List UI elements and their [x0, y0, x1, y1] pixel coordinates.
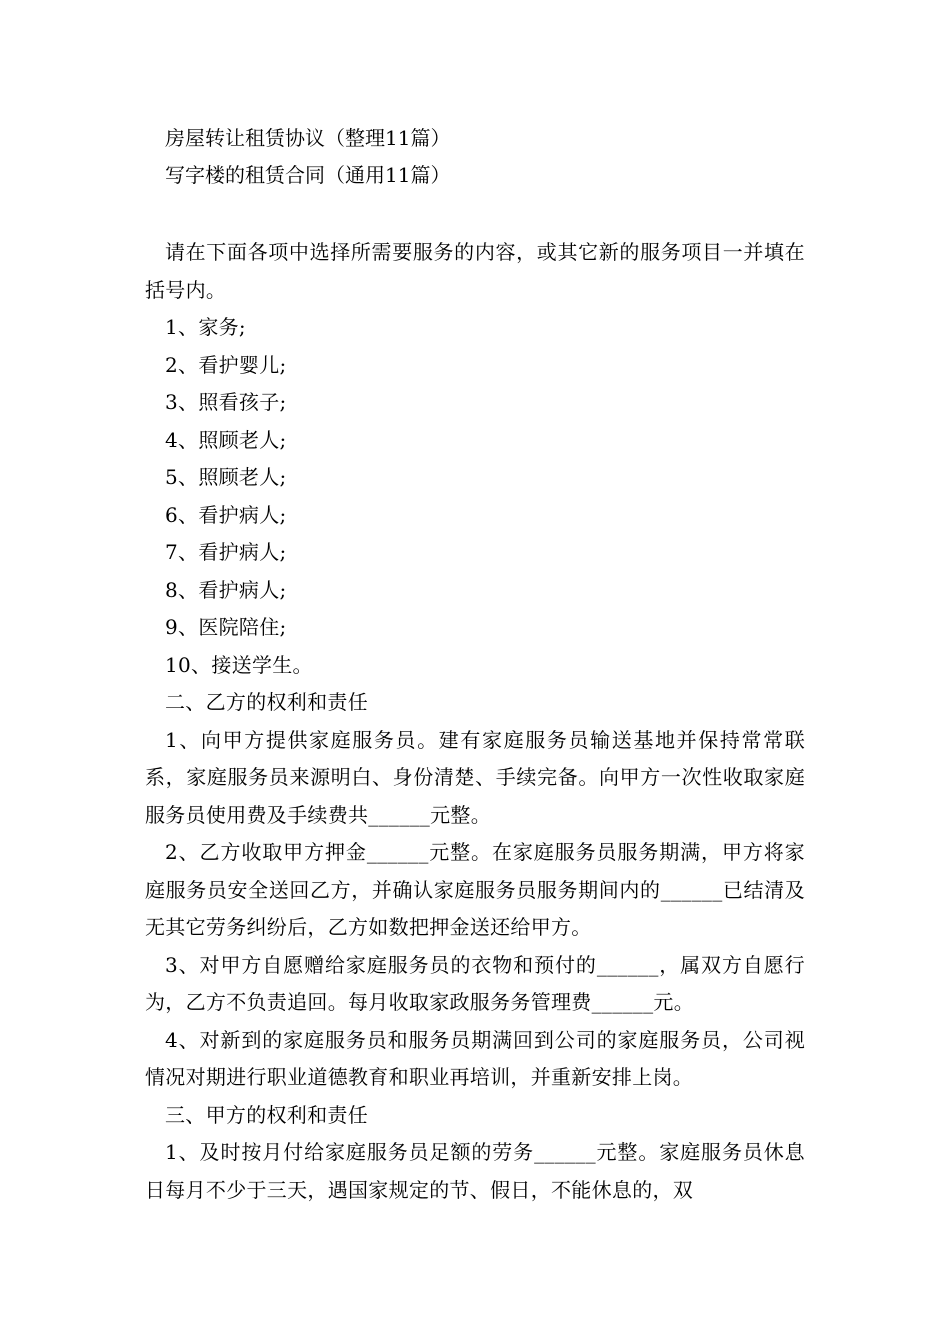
section-heading-party-b: 二、乙方的权利和责任: [165, 690, 368, 714]
service-item-1: 1、家务;: [165, 315, 246, 339]
party-b-clause-3: 3、对甲方自愿赠给家庭服务员的衣物和预付的______，属双方自愿行为，乙方不负责追回。每月收取家政服务务管理费______元。: [145, 952, 805, 1014]
intro-paragraph: 请在下面各项中选择所需要服务的内容，或其它新的服务项目一并填在括号内。: [145, 240, 805, 302]
party-b-clause-4: 4、对新到的家庭服务员和服务员期满回到公司的家庭服务员，公司视情况对期进行职业道德教育和职业再培训，并重新安排上岗。: [145, 1027, 805, 1089]
related-link-1[interactable]: 房屋转让租赁协议（整理11篇）: [165, 126, 451, 150]
service-item-5: 5、照顾老人;: [165, 465, 287, 489]
section-heading-party-a: 三、甲方的权利和责任: [165, 1102, 368, 1127]
service-item-7: 7、看护病人;: [165, 540, 287, 564]
service-item-3: 3、照看孩子;: [165, 390, 287, 414]
service-item-4: 4、照顾老人;: [165, 427, 287, 452]
document-body: [145, 234, 805, 1209]
party-b-clause-2: 2、乙方收取甲方押金______元整。在家庭服务员服务期满，甲方将家庭服务员安全送回乙方，并确认家庭服务员服务期间内的______已结清及无其它劳务纠纷后，乙方如数把押金送还给甲方。: [145, 840, 805, 939]
service-item-6: 6、看护病人;: [165, 502, 287, 527]
related-links: [145, 120, 805, 194]
service-item-10: 10、接送学生。: [165, 652, 313, 677]
service-item-8: 8、看护病人;: [165, 577, 287, 602]
party-b-clause-1: 1、向甲方提供家庭服务员。建有家庭服务员输送基地并保持常常联系，家庭服务员来源明白、身份清楚、手续完备。向甲方一次性收取家庭服务员使用费及手续费共______元整。: [145, 727, 805, 827]
service-item-2: 2、看护婴儿;: [165, 352, 287, 377]
service-item-9: 9、医院陪住;: [165, 615, 287, 639]
party-a-clause-1: 1、及时按月付给家庭服务员足额的劳务______元整。家庭服务员休息日每月不少于三天，遇国家规定的节、假日，不能休息的，双: [145, 1140, 805, 1202]
related-link-2[interactable]: 写字楼的租赁合同（通用11篇）: [165, 163, 451, 187]
